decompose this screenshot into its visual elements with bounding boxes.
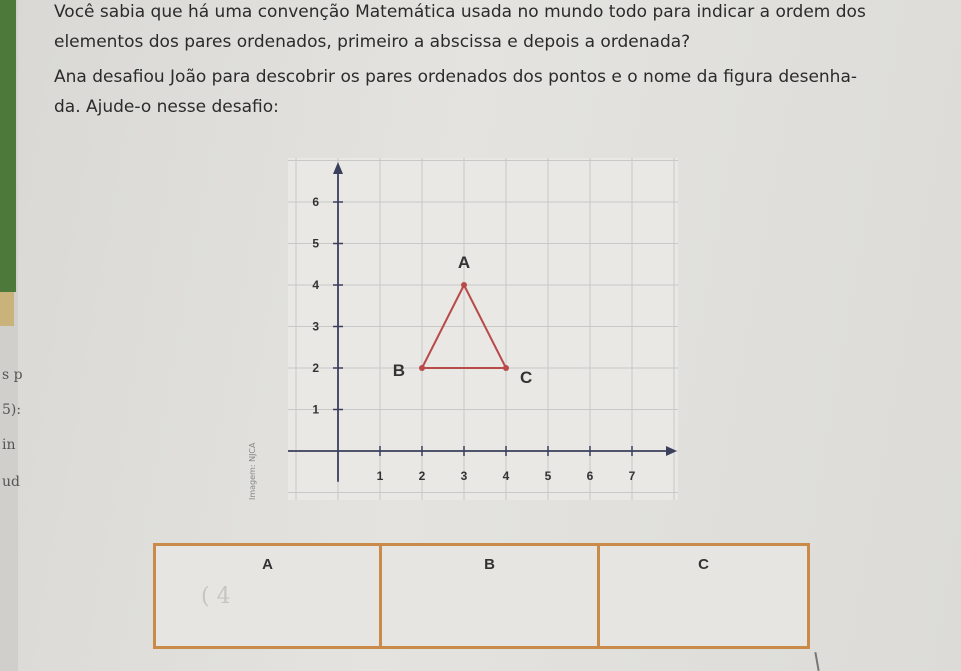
point-b <box>419 365 425 371</box>
intro-line-2: elementos dos pares ordenados, primeiro a abscissa e depois a ordenada? <box>54 32 691 52</box>
answer-cell-b[interactable] <box>379 543 600 649</box>
margin-fragment: ud <box>2 474 20 490</box>
y-tick-label: 3 <box>312 319 319 334</box>
margin-fragment: s p <box>2 367 23 383</box>
challenge-line-2: da. Ajude-o nesse desafio: <box>54 97 279 117</box>
margin-fragment: in <box>2 437 16 453</box>
answer-header-a: A <box>262 556 273 573</box>
x-tick-label: 2 <box>418 469 426 483</box>
intro-line-1: Você sabia que há uma convenção Matemática usada no mundo todo para indicar a ordem dos <box>54 2 866 22</box>
x-tick-label: 1 <box>376 469 384 483</box>
x-tick-label: 7 <box>628 469 636 483</box>
y-tick-label: 1 <box>312 402 319 417</box>
x-tick-label: 3 <box>460 469 468 483</box>
image-credit: Imagem: NJCA <box>248 442 257 500</box>
previous-page-green-strip <box>0 0 16 292</box>
previous-page-tan-strip <box>0 292 14 326</box>
coordinate-graph <box>288 158 678 500</box>
x-tick-label: 5 <box>544 469 552 483</box>
point-label-b: B <box>392 361 405 380</box>
margin-fragment: 5): <box>2 402 22 418</box>
point-c <box>503 365 509 371</box>
answer-table <box>153 543 810 649</box>
y-tick-label: 5 <box>312 236 319 251</box>
x-tick-label: 6 <box>586 469 594 483</box>
desk-edge <box>814 652 819 671</box>
point-a <box>461 282 467 288</box>
point-label-a: A <box>457 253 471 272</box>
y-tick-label: 4 <box>312 278 319 292</box>
answer-header-b: B <box>484 556 495 573</box>
pencil-mark: ( 4 <box>201 584 231 609</box>
y-tick-label: 6 <box>312 195 319 209</box>
x-tick-label: 4 <box>502 469 510 483</box>
challenge-line-1: Ana desafiou João para descobrir os pares ordenados dos pontos e o nome da figura desenha- <box>54 67 858 87</box>
y-tick-label: 2 <box>312 361 319 375</box>
answer-header-c: C <box>698 556 709 573</box>
answer-cell-a[interactable] <box>153 543 382 649</box>
answer-cell-c[interactable] <box>597 543 810 649</box>
point-label-c: C <box>520 368 533 387</box>
